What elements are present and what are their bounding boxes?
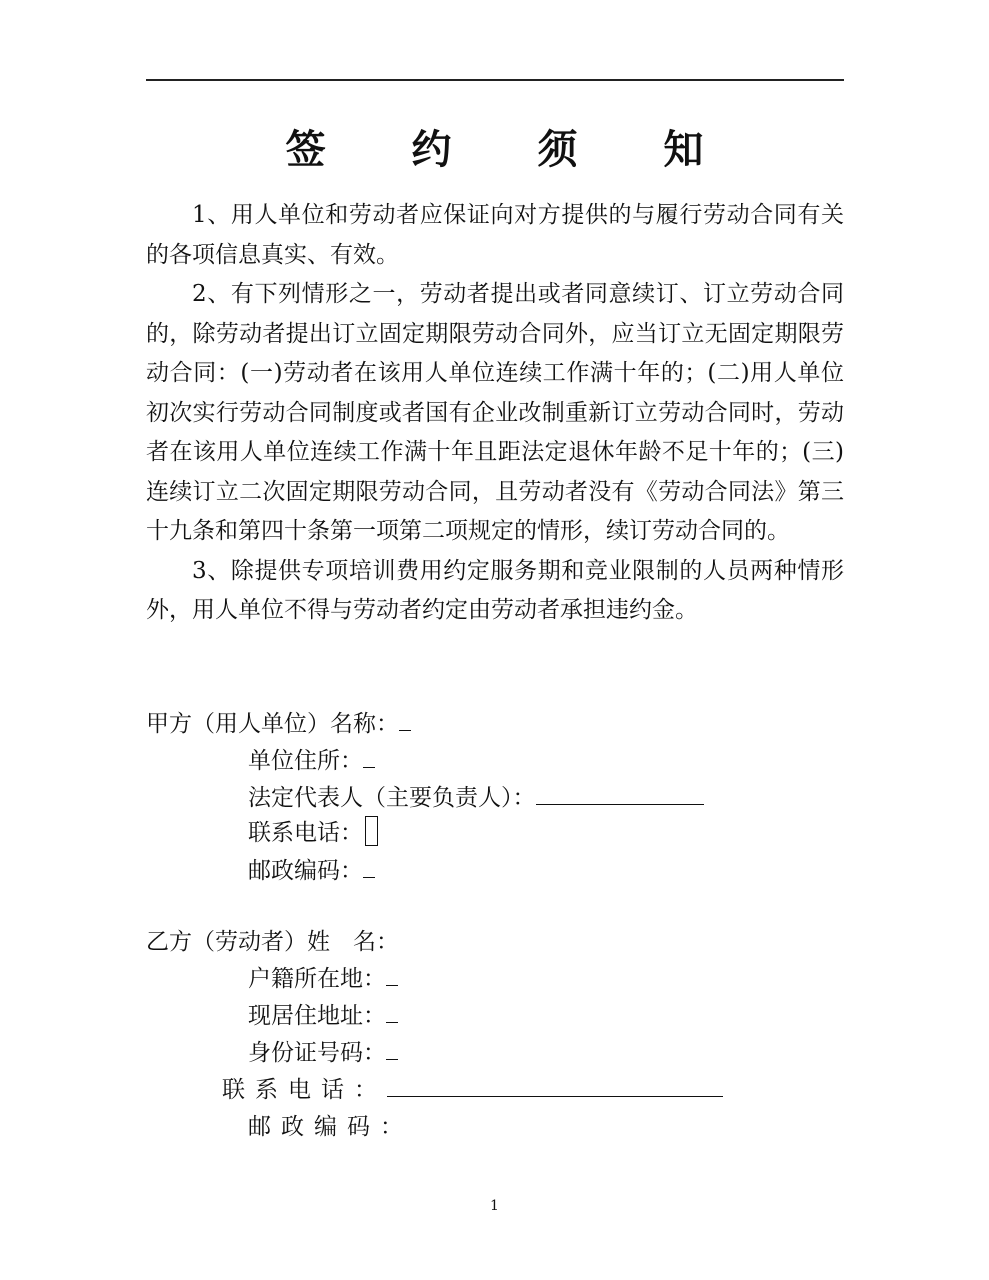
party-a-address-blank[interactable]	[363, 745, 375, 768]
party-a-phone-box[interactable]	[365, 816, 378, 846]
party-a-address-line	[248, 745, 375, 777]
party-a-address-label: 单位住所：	[248, 748, 363, 774]
party-a-name-blank[interactable]	[399, 708, 411, 731]
party-a-name-line	[146, 708, 411, 740]
notice-paragraph-2: 2、有下列情形之一，劳动者提出或者同意续订、订立劳动合同的，除劳动者提出订立固定期限劳动合同外，应当订立无固定期限劳动合同：(一)劳动者在该用人单位连续工作满十年的；(二)用人单位初次实行劳动合同制度或者国有企业改制重新订立劳动合同时，劳动者在该用人单位连续工作满十年且距法定退休年龄不足十年的；(三)连续订立二次固定期限劳动合同，且劳动者没有《劳动合同法》第三十九条和第四十条第一项第二项规定的情形，续订劳动合同的。	[146, 281, 844, 544]
party-a-rep-label: 法定代表人（主要负责人）：	[248, 785, 536, 811]
page-title: 签 约 须 知	[285, 127, 740, 173]
party-b-id-line	[248, 1037, 398, 1069]
party-a-rep-line	[248, 782, 704, 814]
party-a-postcode-label: 邮政编码：	[248, 858, 363, 884]
party-a-phone-line	[248, 816, 378, 849]
notice-body	[146, 196, 844, 631]
party-b-residence-blank[interactable]	[386, 1000, 398, 1023]
party-b-huji-label: 户籍所在地：	[248, 966, 386, 992]
party-b-phone-line	[222, 1074, 723, 1106]
party-b-postcode-line	[248, 1111, 413, 1143]
header-rule	[146, 79, 844, 81]
party-a-postcode-blank[interactable]	[363, 855, 375, 878]
party-b-residence-label: 现居住地址：	[248, 1003, 386, 1029]
party-b-id-label: 身份证号码：	[248, 1040, 386, 1066]
party-a-phone-label: 联系电话：	[248, 820, 363, 846]
party-b-postcode-label: 邮政编码：	[248, 1114, 413, 1140]
party-b-id-blank[interactable]	[386, 1037, 398, 1060]
party-a-postcode-line	[248, 855, 375, 887]
page-number: 1	[490, 1198, 499, 1214]
party-a-name-label: 甲方（用人单位）名称：	[146, 711, 399, 737]
party-b-residence-line	[248, 1000, 398, 1032]
notice-paragraph-1: 1、用人单位和劳动者应保证向对方提供的与履行劳动合同有关的各项信息真实、有效。	[146, 202, 844, 268]
party-b-phone-blank[interactable]	[387, 1074, 723, 1097]
party-b-name-line	[146, 926, 399, 958]
party-b-huji-line	[248, 963, 398, 995]
party-b-huji-blank[interactable]	[386, 963, 398, 986]
notice-paragraph-3: 3、除提供专项培训费用约定服务期和竞业限制的人员两种情形外，用人单位不得与劳动者约定由劳动者承担违约金。	[146, 557, 844, 623]
party-b-phone-label: 联系电话：	[222, 1077, 387, 1103]
party-b-name-label: 乙方（劳动者）姓 名：	[146, 929, 399, 955]
party-a-rep-blank[interactable]	[536, 782, 704, 805]
